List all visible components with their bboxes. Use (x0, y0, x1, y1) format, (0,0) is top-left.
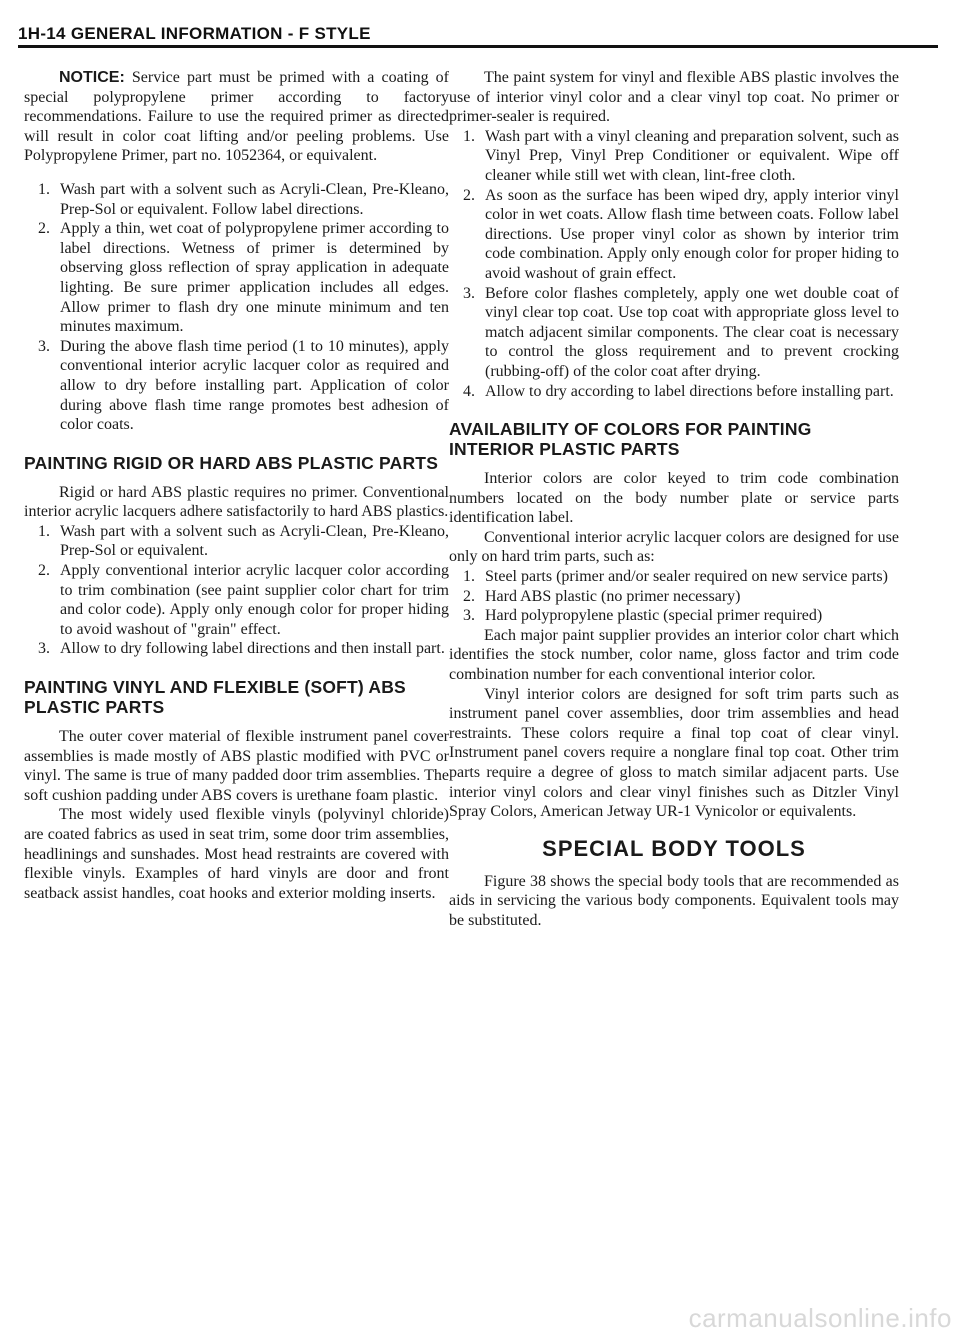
list-item: 1. Wash part with a solvent such as Acryli-Clean, Pre-Kleano, Prep-Sol or equivalent. Follow label directions. (38, 180, 449, 218)
list-item: 1. Steel parts (primer and/or sealer required on new service parts) (463, 568, 888, 586)
list-item: 2. Apply a thin, wet coat of polypropylene primer according to label directions. Wetness of primer is determined by observing gloss reflection of spray application in adequate lighting. Be sure primer application includes all edges. Allow primer to flash dry one minute minimum and ten minutes maximum. (38, 220, 449, 336)
notice-text: Service part must be primed with a coating of special polypropylene primer according to factory recommendations. Failure to use the required primer as directed will result in color coat lifting and/or peeling problems. Use Polypropylene Primer, part no. 1052364, or equivalent. (24, 69, 450, 165)
availability-paragraph-3: Each major paint supplier provides an interior color chart which identifies the stock number, color name, gloss factor and trim code combination number for each conventional interior color. (449, 626, 899, 684)
list-item: 2. Apply conventional interior acrylic lacquer color according to trim combination (see paint supplier color chart for trim and color code). Apply only enough color for proper hiding to avoid washout of "grain" effect. (38, 562, 449, 638)
rigid-intro: Rigid or hard ABS plastic requires no primer. Conventional interior acrylic lacquers adhere satisfactorily to hard ABS plastics. (24, 483, 449, 521)
right-column (449, 68, 899, 931)
list-item: 3. Allow to dry following label directions and then install part. (38, 640, 445, 658)
list-item: 2. As soon as the surface has been wiped dry, apply interior vinyl color in wet coats. Allow flash time between coats. Follow label directions. Use proper vinyl color as shown by interior trim code combination. Apply only enough color for proper hiding to avoid washout of grain effect. (463, 186, 899, 282)
list-item: 1. Wash part with a vinyl cleaning and preparation solvent, such as Vinyl Prep, Vinyl Prep Conditioner or equivalent. Wipe off cleaner while still wet with clean, lint-free cloth. (463, 127, 899, 184)
left-column (24, 68, 449, 903)
vinyl-steps-list (449, 127, 899, 401)
primer-steps-list (24, 180, 449, 435)
availability-paragraph-4: Vinyl interior colors are designed for soft trim parts such as instrument panel cover assemblies, door trim assemblies and head restraints. These colors require a final top coat of clear vinyl. Instrument panel covers require a nonglare final top coat. Other trim parts require a degree of gloss to match similar adjacent parts. Use interior vinyl colors and clear vinyl finishes such as Ditzler Vinyl Spray Colors, American Jetway UR-1 Vynicolor or equivalents. (449, 685, 899, 821)
list-item: 1. Wash part with a solvent such as Acryli-Clean, Pre-Kleano, Prep-Sol or equivalent. (38, 522, 449, 560)
rigid-steps-list (24, 522, 449, 659)
tools-paragraph: Figure 38 shows the special body tools that are recommended as aids in servicing the various body components. Equivalent tools may be substituted. (449, 872, 899, 929)
list-item: 3. During the above flash time period (1 to 10 minutes), apply conventional interior acrylic lacquer color as required and allow to dry before installing part. Application of color during above flash time range promotes best adhesion of color coats. (38, 337, 449, 434)
list-item: 3. Hard polypropylene plastic (special primer required) (463, 607, 823, 625)
hard-trim-list (449, 567, 899, 626)
page-header: 1H-14 GENERAL INFORMATION - F STYLE (18, 24, 371, 43)
availability-paragraph-2: Conventional interior acrylic lacquer colors are designed for use only on hard trim parts, such as: (449, 528, 899, 566)
vinyl-paragraph-2: The most widely used flexible vinyls (polyvinyl chloride) are coated fabrics as used in seat trim, some door trim assemblies, headlinings and sunshades. Most head restraints are covered with flexible vinyls. Examples of hard vinyls are door and front seatback assist handles, coat hooks and exterior molding inserts. (24, 806, 449, 902)
vinyl-intro: The paint system for vinyl and flexible ABS plastic involves the use of interior vinyl color and a clear vinyl top coat. No primer or primer-sealer is required. (449, 69, 899, 126)
notice-paragraph (24, 68, 449, 166)
list-item: 2. Hard ABS plastic (no primer necessary) (463, 587, 741, 605)
notice-label: NOTICE: (59, 69, 125, 86)
heading-vinyl-abs: PAINTING VINYL AND FLEXIBLE (SOFT) ABS PLASTIC PARTS (24, 677, 406, 718)
heading-availability: AVAILABILITY OF COLORS FOR PAINTING INTERIOR PLASTIC PARTS (449, 419, 812, 460)
heading-rigid-abs: PAINTING RIGID OR HARD ABS PLASTIC PARTS (24, 452, 439, 473)
availability-paragraph-1: Interior colors are color keyed to trim code combination numbers located on the body number plate or service parts identification label. (449, 470, 899, 527)
heading-special-body-tools: SPECIAL BODY TOOLS (542, 835, 806, 861)
vinyl-paragraph-1: The outer cover material of flexible instrument panel cover assemblies is made mostly of ABS plastic modified with PVC or vinyl. The same is true of many padded door trim assemblies. The soft cushion padding under ABS covers is urethane foam plastic. (24, 728, 449, 804)
list-item: 3. Before color flashes completely, apply one wet double coat of vinyl clear top coat. Use top coat with appropriate gloss level to match adjacent similar components. The clear coat is necessary to control the gloss requirement and to prevent crocking (rubbing-off) of the color coat after drying. (463, 284, 899, 380)
list-item: 4. Allow to dry according to label directions before installing part. (463, 382, 894, 400)
header-rule (18, 45, 938, 48)
watermark-text: carmanualsonline.info (688, 1303, 952, 1333)
